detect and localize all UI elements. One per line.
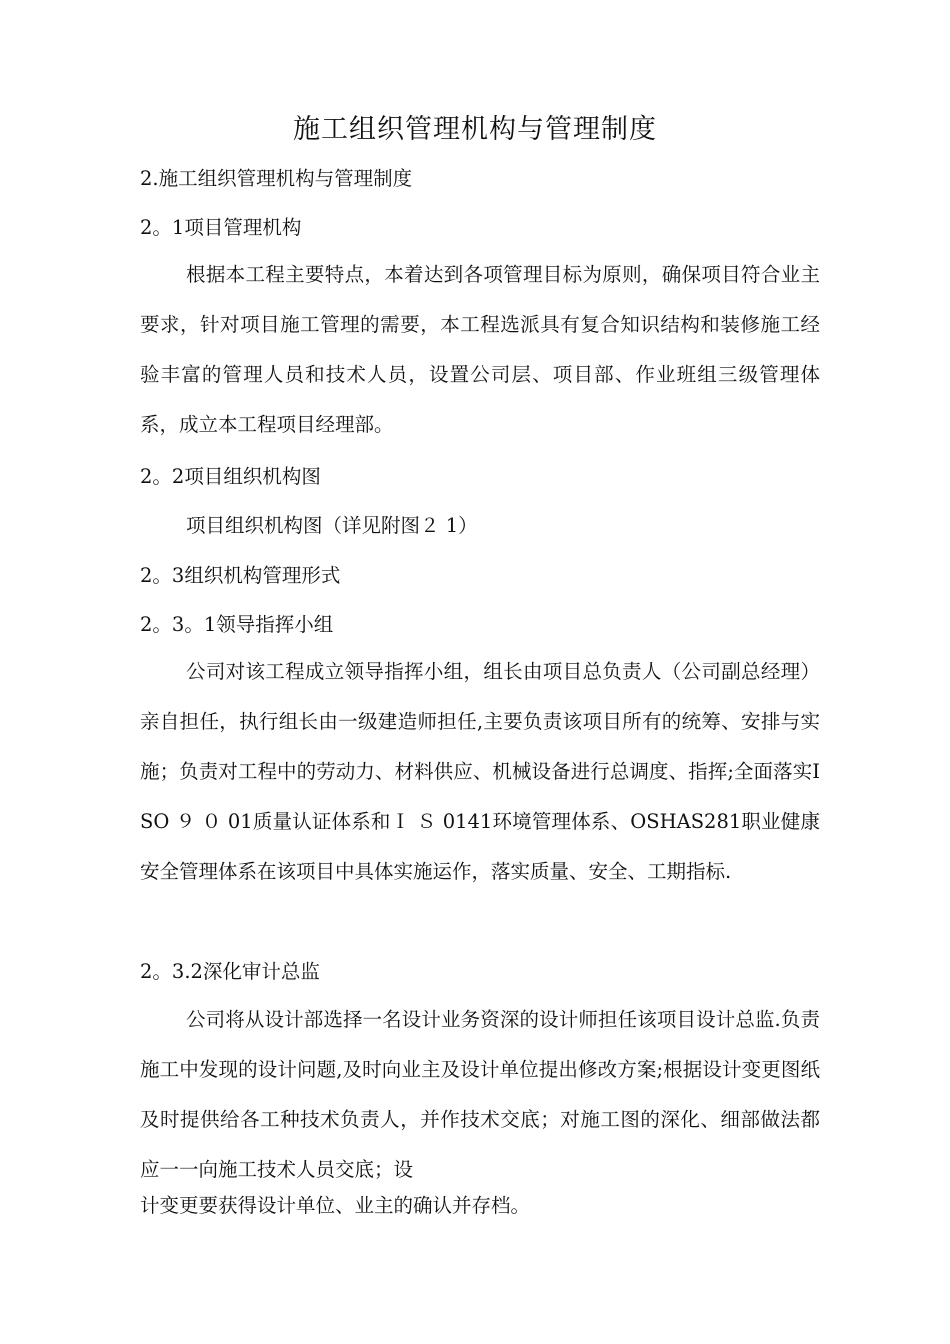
section-heading-2: 2.施工组织管理机构与管理制度 xyxy=(140,167,413,190)
section-heading-2-1: 2。1项目管理机构 xyxy=(140,216,302,239)
paragraph-2-3-1: 公司对该工程成立领导指挥小组，组长由项目总负责人（公司副总经理）亲自担任，执行组长由一级建造师担任,主要负责该项目所有的统筹、安排与实施；负责对工程中的劳动力、材料供应、机械设备进行总调度、指挥;全面落实ISO ９ ０ 01质量认证体系和Ｉ Ｓ 0141环境管理体系、OSHAS281职业健康安全管理体系在该项目中具体实施运作，落实质量、安全、工期指标. xyxy=(140,660,820,883)
paragraph-2-1: 根据本工程主要特点，本着达到各项管理目标为原则，确保项目符合业主要求，针对项目施工管理的需要，本工程选派具有复合知识结构和装修施工经验丰富的管理人员和技术人员，设置公司层、项目部、作业班组三级管理体系，成立本工程项目经理部。 xyxy=(140,263,820,436)
paragraph-2-3-2: 公司将从设计部选择一名设计业务资深的设计师担任该项目设计总监.负责施工中发现的设计问题,及时向业主及设计单位提出修改方案;根据设计变更图纸及时提供给各工种技术负责人，并作技术交底；对施工图的深化、细部做法都应一一向施工技术人员交底；设 xyxy=(140,1008,820,1181)
section-heading-2-3: 2。3组织机构管理形式 xyxy=(140,564,341,587)
section-heading-2-2: 2。2项目组织机构图 xyxy=(140,465,321,488)
document-title: 施工组织管理机构与管理制度 xyxy=(293,114,657,145)
section-heading-2-3-1: 2。3。1领导指挥小组 xyxy=(140,613,334,636)
section-heading-2-3-2: 2。3.2深化审计总监 xyxy=(140,960,320,983)
paragraph-2-2: 项目组织机构图（详见附图２ 1） xyxy=(186,514,478,537)
paragraph-2-3-2-tail: 计变更要获得设计单位、业主的确认并存档。 xyxy=(140,1194,531,1217)
